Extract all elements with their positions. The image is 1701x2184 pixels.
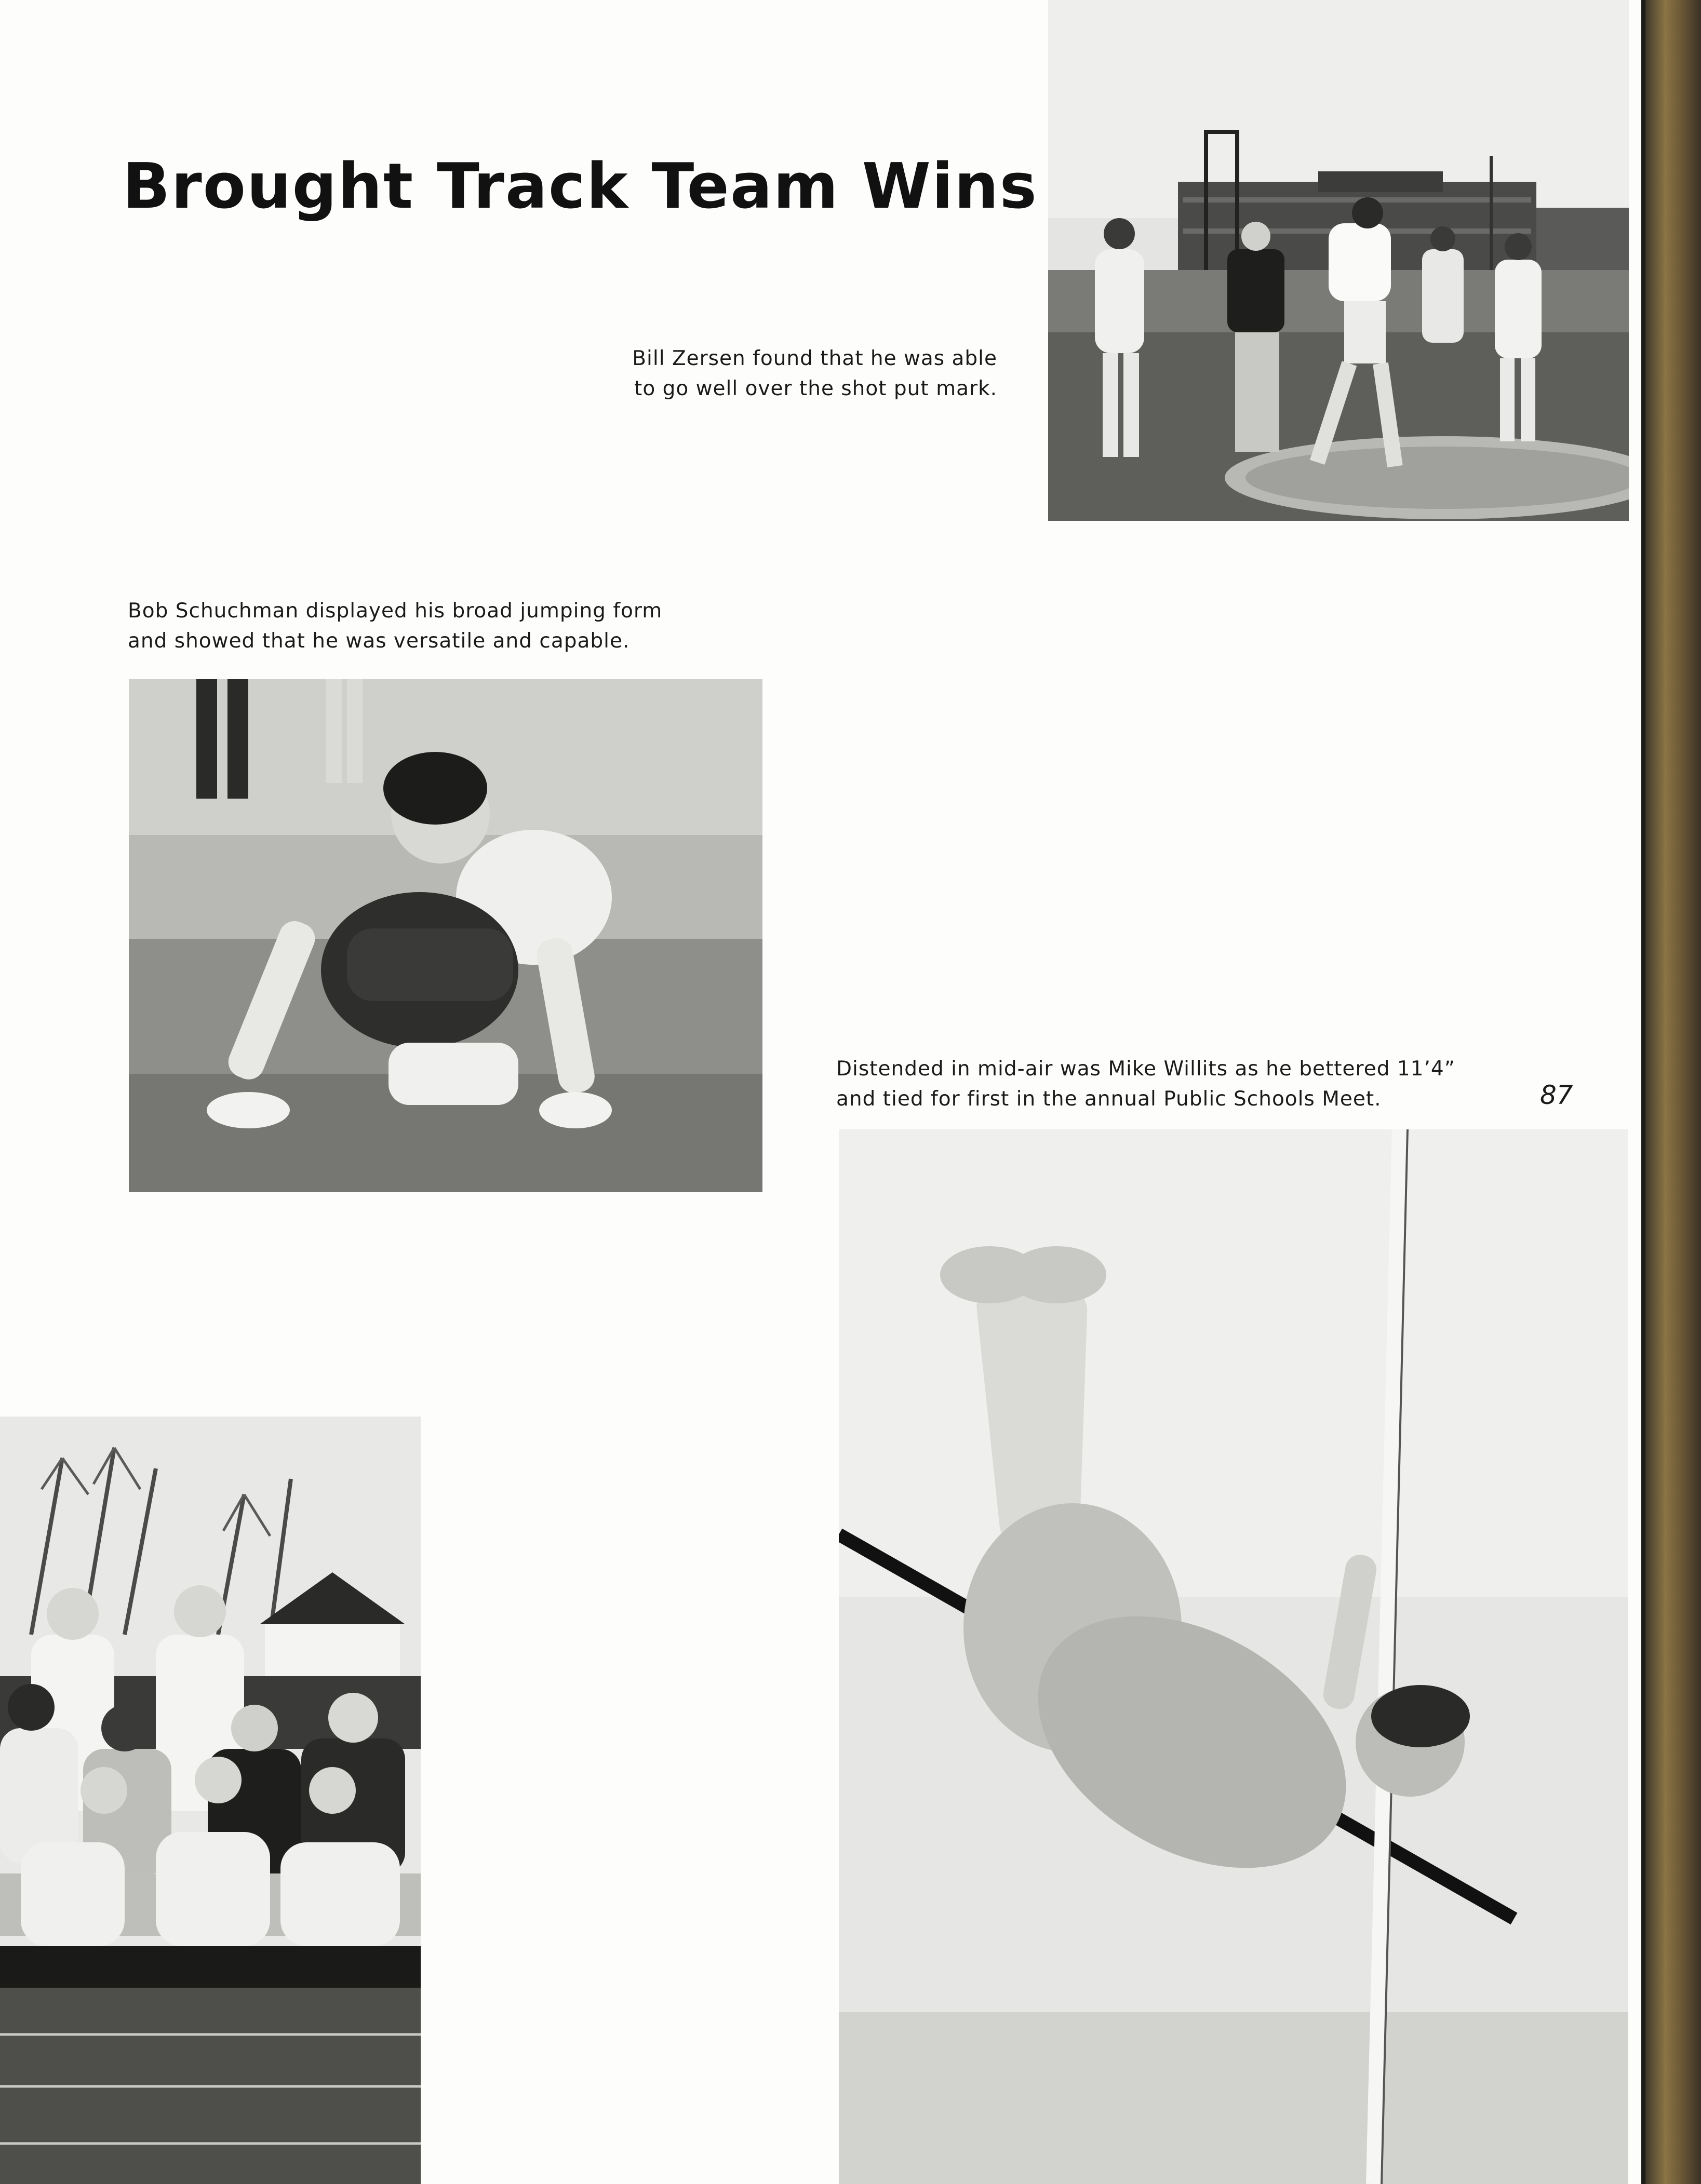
pole-vault-photo bbox=[839, 1129, 1628, 2184]
binding-edge bbox=[1641, 0, 1645, 2184]
broad-jump-caption-line-1: Bob Schuchman displayed his broad jumping form bbox=[128, 599, 663, 623]
broad-jump-photo bbox=[129, 679, 762, 1192]
page-headline: Brought Track Team Wins bbox=[123, 151, 1038, 223]
shot-put-caption bbox=[540, 344, 997, 404]
shot-put-photo bbox=[1048, 0, 1629, 521]
pole-vault-caption-line-1: Distended in mid-air was Mike Willits as he bettered 11’4” bbox=[836, 1057, 1455, 1081]
shot-put-caption-line-2: to go well over the shot put mark. bbox=[634, 377, 997, 400]
pole-vault-caption-line-2: and tied for first in the annual Public Schools Meet. bbox=[836, 1087, 1382, 1111]
page-number: 87 bbox=[1540, 1080, 1573, 1110]
team-photo bbox=[0, 1417, 421, 2184]
broad-jump-caption-line-2: and showed that he was versatile and capable. bbox=[128, 629, 630, 653]
pole-vault-caption bbox=[836, 1054, 1455, 1114]
shot-put-caption-line-1: Bill Zersen found that he was able bbox=[632, 347, 997, 370]
book-binding bbox=[1641, 0, 1701, 2184]
broad-jump-caption bbox=[128, 596, 662, 656]
